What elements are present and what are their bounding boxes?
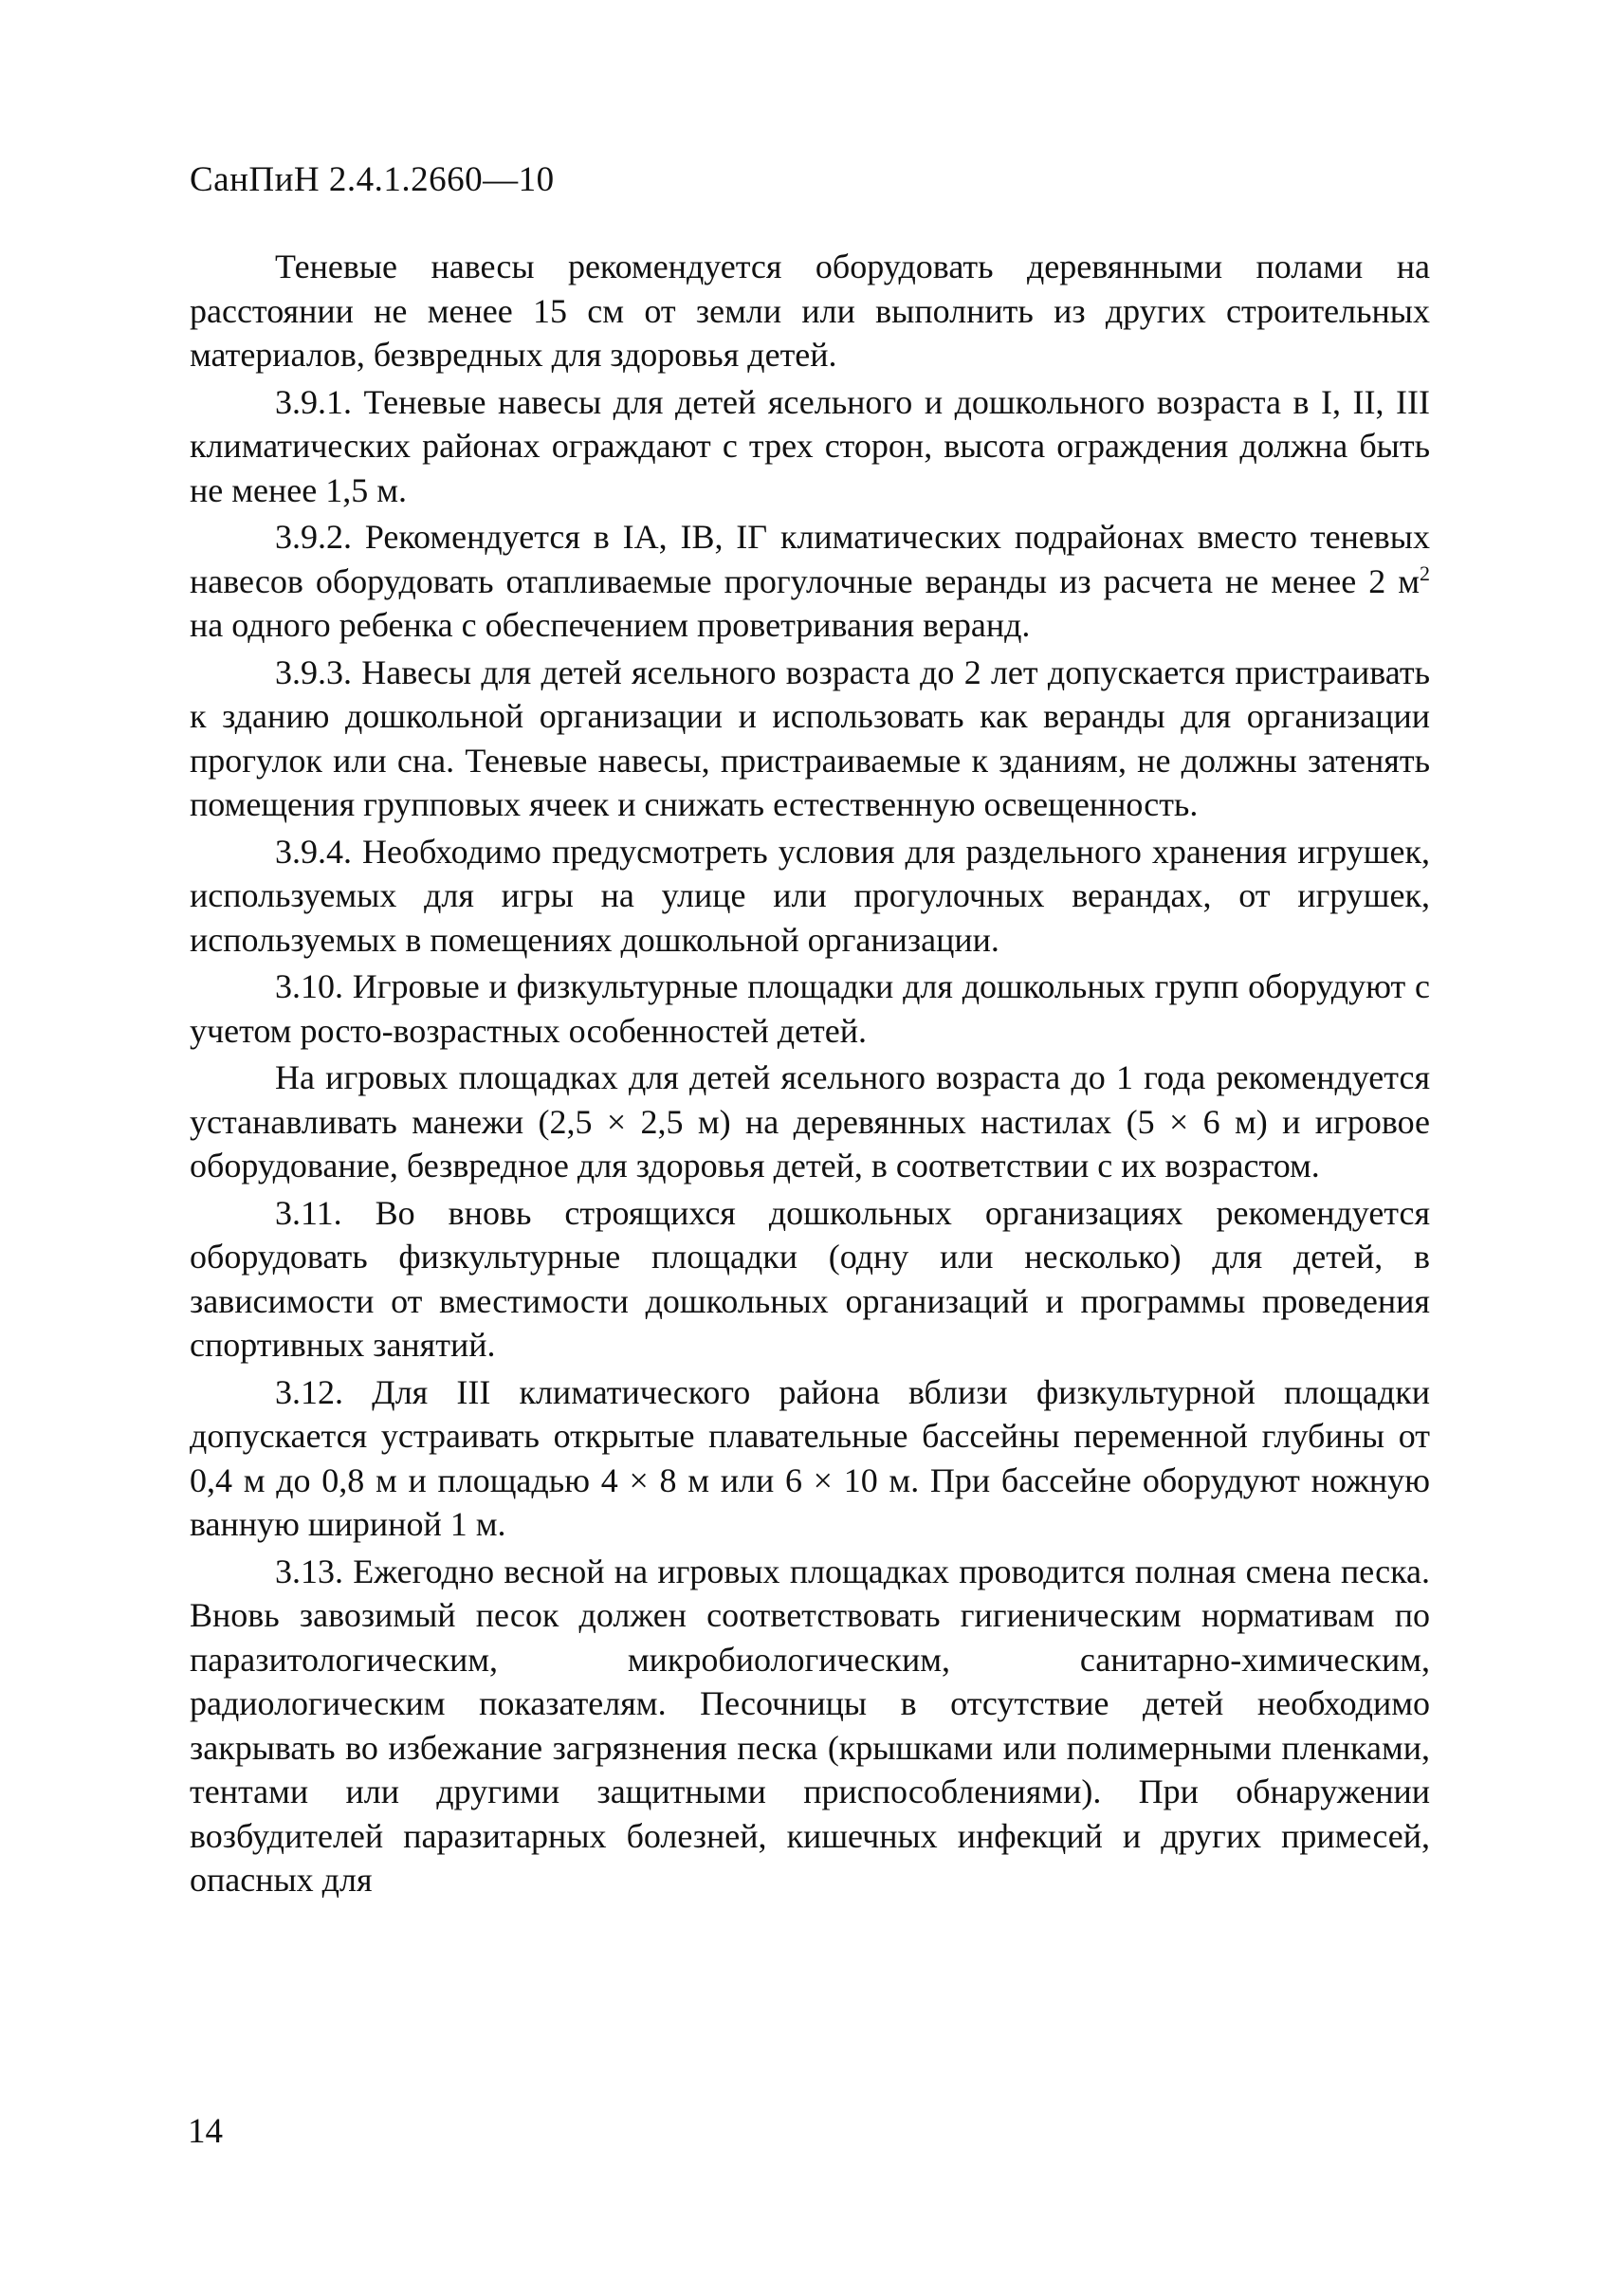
page-number: 14	[188, 2112, 223, 2151]
paragraph-3-11: 3.11. Во вновь строящихся дошкольных организациях рекомендуется оборудовать физкультурные площадки (одну или несколько) для детей, в зависимости от вместимости дошкольных организаций и программы проведения спортивных занятий.	[190, 1193, 1430, 1364]
paragraph-3-9-1: 3.9.1. Теневые навесы для детей ясельного и дошкольного возраста в I, II, III климатических районах ограждают с трех сторон, высота ограждения должна быть не менее 1,5 м.	[190, 382, 1430, 509]
document-body	[190, 245, 1430, 1905]
paragraph-3-9-2	[190, 515, 1430, 648]
document-header: СанПиН 2.4.1.2660—10	[190, 160, 555, 199]
paragraph-3-9-2-text-end: на одного ребенка с обеспечением проветривания веранд.	[190, 606, 1031, 644]
paragraph-shade-canopies: Теневые навесы рекомендуется оборудовать деревянными полами на расстоянии не менее 15 см от земли или выполнить из других строительных материалов, безвредных для здоровья детей.	[190, 248, 1430, 374]
paragraph-playgrounds-nursery: На игровых площадках для детей ясельного возраста до 1 года рекомендуется устанавливать манежи (2,5 × 2,5 м) на деревянных настилах (5 × 6 м) и игровое оборудование, безвредное для здоровья детей, в соответствии с их возрастом.	[190, 1058, 1430, 1185]
paragraph-3-9-2-text: 3.9.2. Рекомендуется в IА, IВ, IГ климатических подрайонах вместо теневых навесов оборудовать отапливаемые прогулочные веранды из расчета не менее 2 м	[190, 518, 1430, 600]
paragraph-3-12: 3.12. Для III климатического района вблизи физкультурной площадки допускается устраивать открытые плавательные бассейны переменной глубины от 0,4 м до 0,8 м и площадью 4 × 8 м или 6 × 10 м. При бассейне оборудуют ножную ванную шириной 1 м.	[190, 1372, 1430, 1543]
paragraph-3-9-3: 3.9.3. Навесы для детей ясельного возраста до 2 лет допускается пристраивать к зданию дошкольной организации и использовать как веранды для организации прогулок или сна. Теневые навесы, пристраиваемые к зданиям, не должны затенять помещения групповых ячеек и снижать естественную освещенность.	[190, 652, 1430, 823]
paragraph-3-13: 3.13. Ежегодно весной на игровых площадках проводится полная смена песка. Вновь завозимый песок должен соответствовать гигиеническим нормативам по паразитологическим, микробиологическим, санитарно-химическим, радиологическим показателям. Песочницы в отсутствие детей необходимо закрывать во избежание загрязнения песка (крышками или полимерными пленками, тентами или другими защитными приспособлениями). При обнаружении возбудителей паразитарных болезней, кишечных инфекций и других примесей, опасных для	[190, 1552, 1430, 1899]
paragraph-3-9-4: 3.9.4. Необходимо предусмотреть условия для раздельного хранения игрушек, используемых для игры на улице или прогулочных верандах, от игрушек, используемых в помещениях дошкольной организации.	[190, 832, 1430, 959]
paragraph-3-10: 3.10. Игровые и физкультурные площадки для дошкольных групп оборудуют с учетом росто-возрастных особенностей детей.	[190, 967, 1430, 1050]
superscript-square: 2	[1420, 560, 1430, 585]
